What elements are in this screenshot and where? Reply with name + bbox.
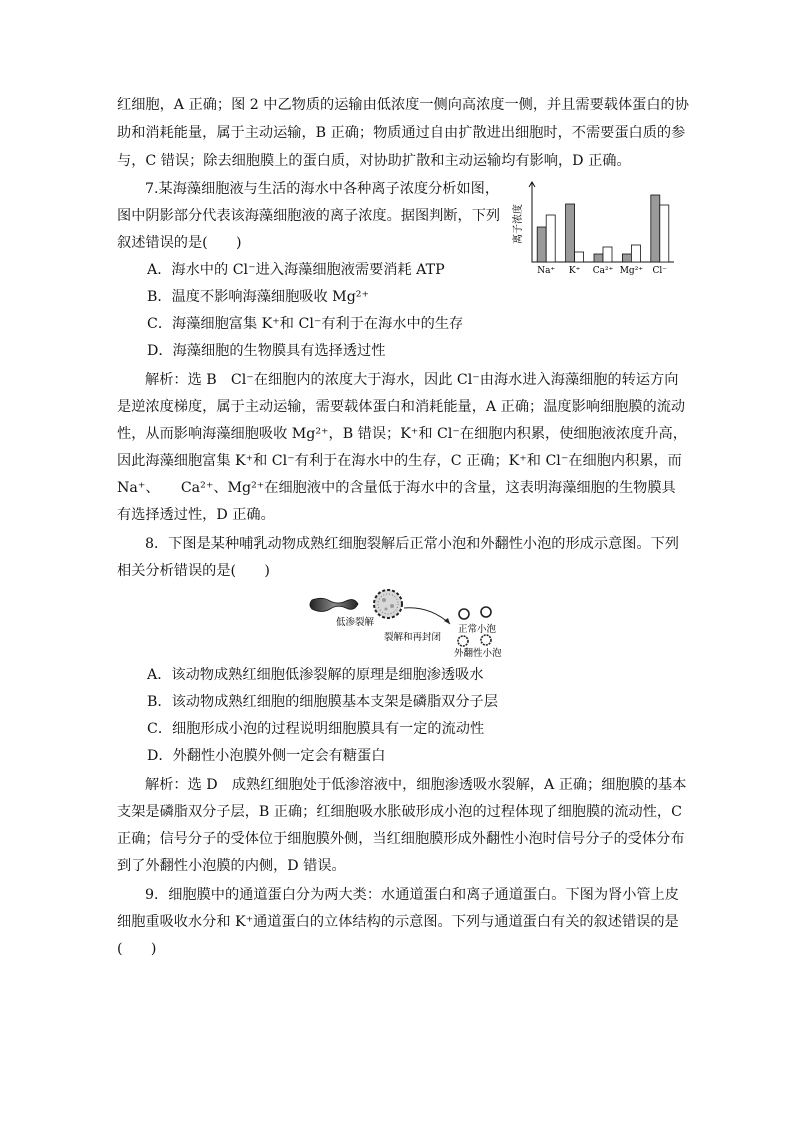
question-7-analysis: 性，从而影响海藻细胞吸收 Mg²⁺，B 错误；K⁺和 Cl⁻在细胞内积累，使细胞液浓度升高， (117, 426, 687, 442)
text-line: 红细胞，A 正确；图 2 中乙物质的运输由低浓度一侧向高浓度一侧，并且需要载体蛋白的协 (117, 97, 689, 113)
bar-cell-sap (594, 254, 603, 262)
everted-vesicle-icon (458, 635, 491, 646)
question-7-option-c: C．海藻细胞富集 K⁺和 Cl⁻有利于在海水中的生存 (147, 316, 464, 332)
question-9-stem: ( ) (117, 941, 157, 957)
arrow-icon (404, 608, 450, 624)
question-9-stem: 细胞重吸收水分和 K⁺通道蛋白的立体结构的示意图。下列与通道蛋白有关的叙述错误的是 (117, 914, 679, 930)
label-low-osmotic-lysis: 低渗裂解 (336, 617, 375, 628)
question-7-stem: 叙述错误的是( ) (117, 235, 242, 251)
ion-concentration-chart (510, 176, 680, 280)
bar-cell-sap (537, 227, 546, 262)
red-blood-cell-icon (310, 598, 358, 611)
question-8-stem: 相关分析错误的是( ) (117, 563, 270, 579)
x-tick-label: K⁺ (568, 266, 581, 276)
question-7-analysis: 解析：选 B Cl⁻在细胞内的浓度大于海水，因此 Cl⁻由海水进入海藻细胞的转运方向 (145, 372, 679, 388)
question-7-option-a: A．海水中的 Cl⁻进入海藻细胞液需要消耗 ATP (147, 262, 445, 278)
label-normal-vesicle: 正常小泡 (458, 624, 497, 635)
question-8-stem: 8．下图是某种哺乳动物成熟红细胞裂解后正常小泡和外翻性小泡的形成示意图。下列 (145, 536, 679, 552)
bar-seawater (603, 247, 612, 262)
question-8-option-d: D．外翻性小泡膜外侧一定会有糖蛋白 (147, 748, 386, 764)
question-8-analysis: 解析：选 D 成熟红细胞处于低渗溶液中，细胞渗透吸水裂解，A 正确；细胞膜的基本 (145, 777, 687, 793)
normal-vesicle-icon (459, 607, 491, 619)
question-8-option-a: A．该动物成熟红细胞低渗裂解的原理是细胞渗透吸水 (147, 667, 484, 683)
bar-cell-sap (622, 254, 631, 262)
vesicle-formation-diagram (300, 588, 530, 664)
label-lysis-reseal: 裂解和再封闭 (384, 632, 442, 643)
question-7-option-d: D．海藻细胞的生物膜具有选择透过性 (147, 343, 386, 359)
question-8-analysis: 正确；信号分子的受体位于细胞膜外侧，当红细胞膜形成外翻性小泡时信号分子的受体分布 (117, 831, 685, 847)
x-tick-label: Mg²⁺ (619, 266, 644, 276)
text-line: 助和消耗能量，属于主动运输，B 正确；物质通过自由扩散进出细胞时，不需要蛋白质的参 (117, 125, 686, 141)
text-line: 与，C 错误；除去细胞膜上的蛋白质，对协助扩散和主动运输均有影响，D 正确。 (117, 153, 631, 169)
question-8-option-c: C．细胞形成小泡的过程说明细胞膜具有一定的流动性 (147, 721, 485, 737)
label-everted-vesicle: 外翻性小泡 (454, 648, 502, 659)
bar-cell-sap (566, 204, 575, 262)
question-7-option-b: B．温度不影响海藻细胞吸收 Mg²⁺ (147, 289, 369, 305)
question-8-option-b: B．该动物成熟红细胞的细胞膜基本支架是磷脂双分子层 (147, 694, 498, 710)
x-tick-label: Na⁺ (537, 266, 556, 276)
question-7-analysis: 因此海藻细胞富集 K⁺和 Cl⁻有利于在海水中的生存，C 正确；K⁺和 Cl⁻在细胞内积累，而 (117, 453, 682, 469)
question-7-stem: 7.某海藻细胞液与生活的海水中各种离子浓度分析如图， (145, 181, 500, 197)
question-8-analysis: 到了外翻性小泡膜的内侧，D 错误。 (117, 858, 346, 874)
lysed-cell-icon (374, 590, 402, 618)
question-7-analysis: 是逆浓度梯度，属于主动运输，需要载体蛋白和消耗能量，A 正确；温度影响细胞膜的流动 (117, 399, 686, 415)
y-axis-label: 离子浓度 (513, 204, 524, 244)
question-7-analysis: Na⁺、 Ca²⁺、Mg²⁺在细胞液中的含量低于海水中的含量，这表明海藻细胞的生物膜具 (117, 480, 676, 496)
question-8-analysis: 支架是磷脂双分子层，B 正确；红细胞吸水胀破形成小泡的过程体现了细胞膜的流动性，C (117, 804, 682, 820)
question-9-stem: 9．细胞膜中的通道蛋白分为两大类：水通道蛋白和离子通道蛋白。下图为肾小管上皮 (145, 887, 679, 903)
x-tick-label: Cl⁻ (652, 266, 668, 276)
bar-seawater (660, 205, 669, 262)
bar-seawater (631, 245, 640, 262)
question-7-stem: 图中阴影部分代表该海藻细胞液的离子浓度。据图判断，下列 (117, 208, 501, 224)
question-7-analysis: 有选择透过性，D 正确。 (117, 507, 275, 523)
bar-cell-sap (651, 195, 660, 262)
bar-seawater (546, 215, 555, 262)
x-tick-label: Ca²⁺ (592, 266, 614, 276)
bar-seawater (575, 252, 584, 262)
